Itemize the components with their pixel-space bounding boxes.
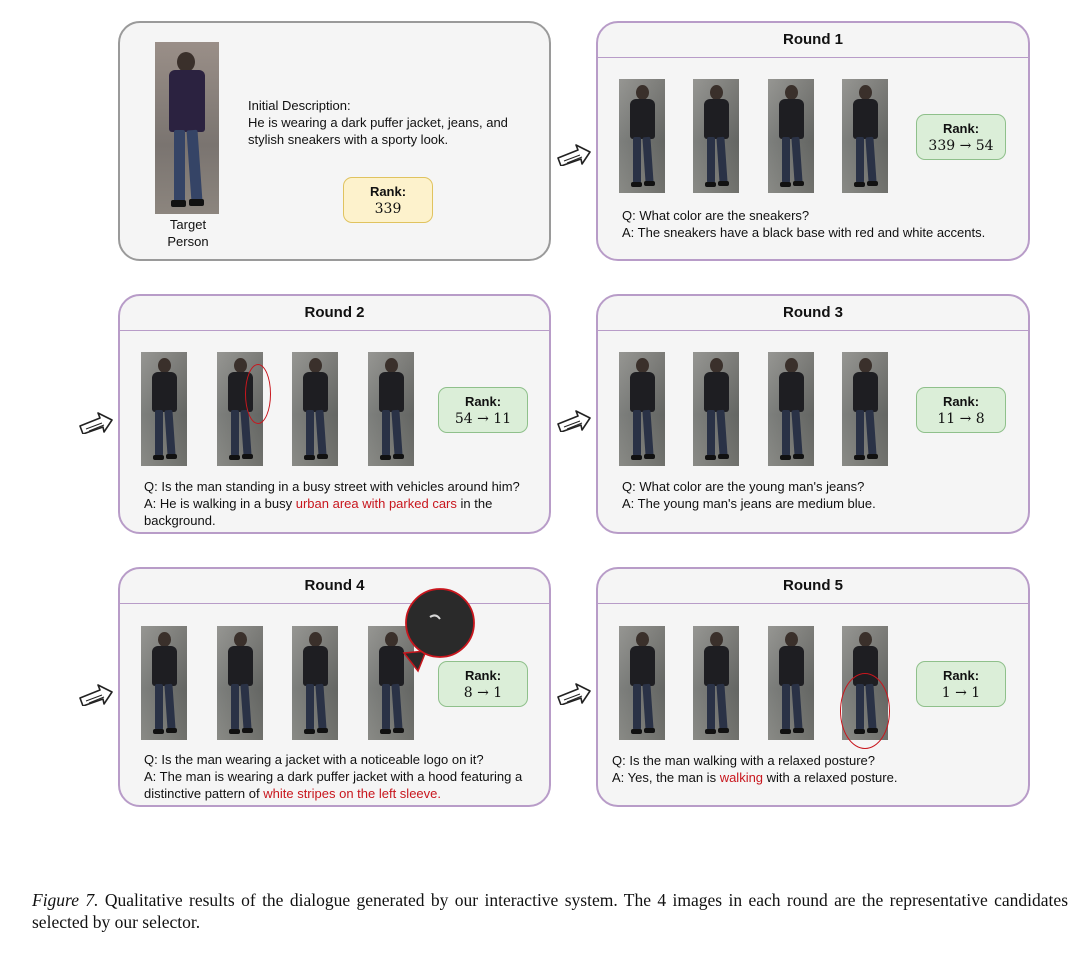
candidate-photo [292, 352, 338, 466]
flow-arrow-icon [556, 144, 592, 166]
candidate-photo [292, 626, 338, 740]
round-5-title: Round 5 [598, 569, 1028, 604]
round-5-dialogue [612, 752, 1022, 786]
rank-label: Rank: [942, 121, 980, 136]
candidate-photo [217, 626, 263, 740]
round-2-dialogue [144, 478, 549, 529]
answer-text: A: The young man's jeans are medium blue. [622, 496, 876, 511]
figure-caption-text: Qualitative results of the dialogue generated by our interactive system. The 4 images in each round are the representative candidates selected by our selector. [32, 890, 1068, 932]
round-4-panel [118, 567, 551, 807]
rank-box-initial [343, 177, 433, 223]
candidate-photo [768, 79, 814, 193]
answer-part: A: He is walking in a busy [144, 496, 296, 511]
question-text: Q: What color are the young man's jeans? [622, 479, 865, 494]
rank-box [916, 661, 1006, 707]
round-1-panel [596, 21, 1030, 261]
candidate-photo [693, 626, 739, 740]
answer-text [612, 769, 1022, 786]
initial-description-text: He is wearing a dark puffer jacket, jeans, and stylish sneakers with a sporty look. [248, 115, 508, 147]
figure-label: Figure 7. [32, 890, 99, 910]
initial-description-title: Initial Description: [248, 98, 351, 113]
question-text: Q: Is the man walking with a relaxed posture? [612, 753, 876, 768]
candidate-photo [768, 352, 814, 466]
candidate-photo [842, 352, 888, 466]
answer-rest: in the background. [144, 496, 493, 528]
question-text: Q: Is the man standing in a busy street with vehicles around him? [144, 479, 520, 494]
initial-description [248, 97, 538, 148]
flow-arrow-icon [556, 683, 592, 705]
answer-highlight: white stripes on the left sleeve. [263, 786, 441, 801]
target-person-photo [155, 42, 219, 214]
answer-text [144, 768, 544, 802]
rank-label: Rank: [369, 184, 407, 199]
round-5-panel [596, 567, 1030, 807]
rank-value: 1 → 1 [941, 685, 981, 701]
rank-box [438, 387, 528, 433]
rank-value: 339 → 54 [928, 138, 994, 154]
rank-label: Rank: [942, 394, 980, 409]
highlight-ellipse [840, 673, 890, 749]
candidate-photo [842, 79, 888, 193]
rank-label: Rank: [464, 668, 502, 683]
candidate-photo [693, 352, 739, 466]
rank-box [916, 114, 1006, 160]
candidate-photo [141, 626, 187, 740]
candidate-photo [141, 352, 187, 466]
rank-value: 54 → 11 [454, 411, 512, 427]
flow-arrow-icon [556, 410, 592, 432]
round-3-dialogue [622, 478, 1022, 512]
target-caption-line2: Person [167, 234, 209, 249]
answer-text [144, 495, 549, 529]
round-1-dialogue [622, 207, 1022, 241]
target-panel [118, 21, 551, 261]
answer-highlight: urban area with parked cars [295, 496, 457, 511]
answer-part: A: Yes, the man is [612, 770, 720, 785]
rank-value: 8 → 1 [463, 685, 503, 701]
round-3-title: Round 3 [598, 296, 1028, 331]
rank-value: 339 [374, 201, 402, 217]
question-text: Q: Is the man wearing a jacket with a noticeable logo on it? [144, 752, 484, 767]
answer-text: A: The sneakers have a black base with red and white accents. [622, 225, 986, 240]
highlight-ellipse [245, 364, 271, 424]
candidate-photo [368, 352, 414, 466]
candidate-photo [619, 79, 665, 193]
round-3-panel [596, 294, 1030, 534]
rank-box [916, 387, 1006, 433]
rank-label: Rank: [464, 394, 502, 409]
answer-highlight: walking [719, 770, 764, 785]
candidate-photo [693, 79, 739, 193]
flow-arrow-icon [78, 684, 114, 706]
round-1-title: Round 1 [598, 23, 1028, 58]
round-4-title: Round 4 [120, 569, 549, 604]
round-2-title: Round 2 [120, 296, 549, 331]
figure-caption [32, 889, 1068, 933]
candidate-photo [619, 626, 665, 740]
round-4-dialogue [144, 751, 544, 802]
flow-arrow-icon [78, 412, 114, 434]
target-caption-line1: Target [169, 217, 207, 232]
answer-part: A: The man is wearing a dark puffer jacket with a hood featuring a distinctive pattern of [144, 769, 523, 801]
target-person-caption [144, 216, 232, 250]
rank-label: Rank: [942, 668, 980, 683]
candidate-photo [619, 352, 665, 466]
question-text: Q: What color are the sneakers? [622, 208, 810, 223]
candidate-photo [768, 626, 814, 740]
round-2-panel [118, 294, 551, 534]
rank-value: 11 → 8 [937, 411, 985, 427]
rank-box [438, 661, 528, 707]
answer-rest: with a relaxed posture. [763, 770, 898, 785]
